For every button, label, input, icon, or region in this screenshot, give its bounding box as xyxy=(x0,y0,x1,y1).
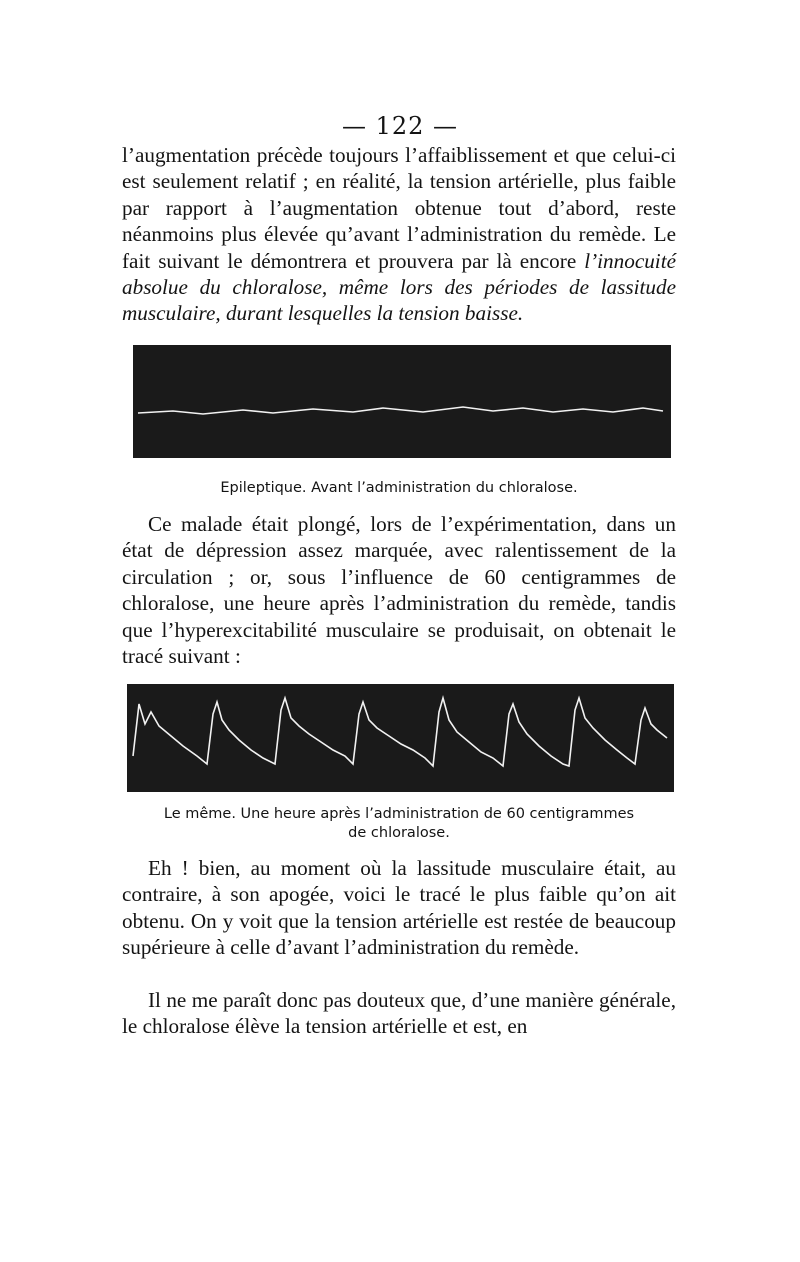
pressure-trace-before-curve xyxy=(133,345,671,458)
page-number: — 122 — xyxy=(341,112,459,140)
figure-caption-before: Epileptique. Avant l’administration du chloralose. xyxy=(220,480,578,496)
figure-caption-after-line2: de chloralose. xyxy=(348,825,450,841)
figure-caption-after-line1: Le même. Une heure après l’administration de 60 centigrammes xyxy=(163,806,635,822)
paragraph-intro xyxy=(122,142,676,327)
pressure-trace-after xyxy=(127,684,674,792)
paragraph-intro-emphasis: l’innocuité absolue du chloralose, même lors des périodes de lassitude musculaire, durant lesquelles la tension baisse. xyxy=(122,248,676,326)
paragraph-intro-text: l’augmentation précède toujours l’affaiblissement et que celui-ci est seulement relatif ; en réalité, la tension artérielle, plus faible par rapport à l’augmentation obtenue tout d’abord, reste néanmoins plus élevée qu’avant l’administration du remède. Le fait suivant le démontrera et prouvera par là encore xyxy=(122,143,676,273)
paragraph-experiment: Ce malade était plongé, lors de l’expérimentation, dans un état de dépression assez marquée, avec ralentissement de la circulation ; or, sous l’influence de 60 centigrammes de chloralose, une heure après l’administration du remède, tandis que l’hyperexcitabilité musculaire se produisait, on obtenait le tracé suivant : xyxy=(122,512,676,669)
pressure-trace-before xyxy=(133,345,671,458)
paragraph-lassitude: Eh ! bien, au moment où la lassitude musculaire était, au contraire, à son apogée, voici le tracé le plus faible qu’on ait obtenu. On y voit que la tension artérielle est restée de beaucoup supérieure à celle d’avant l’administration du remède. xyxy=(122,856,676,960)
pressure-trace-after-curve xyxy=(127,684,674,792)
paragraph-conclusion: Il ne me paraît donc pas douteux que, d’une manière générale, le chloralose élève la tension artérielle et est, en xyxy=(122,988,676,1039)
figure-caption-after xyxy=(122,805,676,843)
